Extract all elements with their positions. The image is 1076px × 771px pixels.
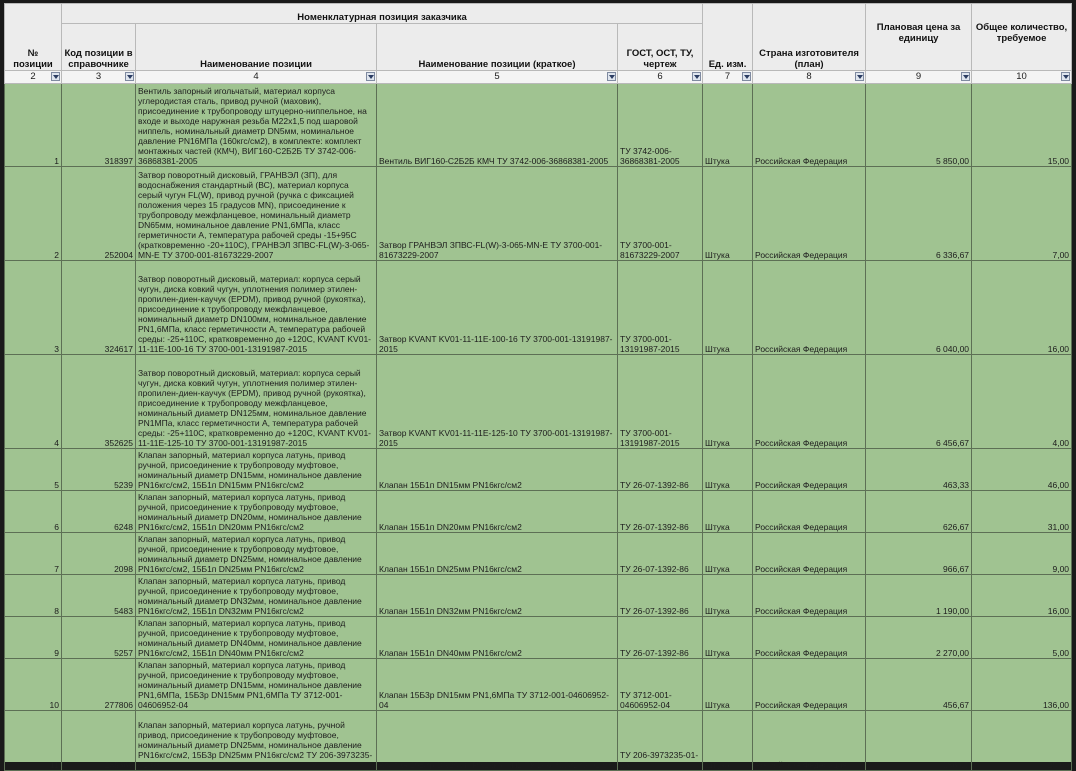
cell-code[interactable]: 277806 (62, 659, 136, 711)
cell-price[interactable]: 6 456,67 (866, 355, 972, 449)
cell-country[interactable]: Российская Федерация (753, 575, 866, 617)
cell-short-name[interactable]: Затвор KVANT KV01-11-11E-100-16 ТУ 3700-001-13191987-2015 (377, 261, 618, 355)
cell-name[interactable]: Вентиль запорный игольчатый, материал корпуса углеродистая сталь, привод ручной (маховик), присоединение к трубопроводу штуцерно-ниппельное, на входе и выходе наружная резьба M22x1,5 под шаровой ниппель, номинальный диаметр DN5мм, номинальное давление PN16МПа (160кгс/см2), в комплекте: комплект монтажных частей (КМЧ), ВИГ160-С2Б2Б ТУ 3742-006-36868381-2005 (136, 84, 377, 167)
cell-position-no[interactable]: 9 (5, 617, 62, 659)
cell-quantity[interactable]: 4,00 (972, 355, 1072, 449)
cell-name[interactable]: Клапан запорный, материал корпуса латунь, привод ручной, присоединение к трубопроводу муфтовое, номинальный диаметр DN20мм, номинальное давление PN16кгс/см2, 15Б1п DN20мм PN16кгс/см2 (136, 491, 377, 533)
filter-dropdown-icon[interactable] (692, 72, 701, 81)
table-row (5, 491, 1072, 533)
col-header-unit[interactable]: Ед. изм. (703, 4, 753, 71)
table-row (5, 659, 1072, 711)
cell-short-name[interactable]: Клапан 15Б1п DN25мм PN16кгс/см2 (377, 533, 618, 575)
cell-quantity[interactable]: 25,00 (972, 711, 1072, 771)
filter-dropdown-icon[interactable] (125, 72, 134, 81)
cell-name[interactable]: Клапан запорный, материал корпуса латунь, привод ручной, присоединение к трубопроводу муфтовое, номинальный диаметр DN40мм, номинальное давление PN16кгс/см2, 15Б1п DN40мм PN16кгс/см2 (136, 617, 377, 659)
cell-short-name[interactable]: Клапан 15Б1п DN32мм PN16кгс/см2 (377, 575, 618, 617)
col-number: 4 (136, 71, 377, 84)
cell-unit[interactable]: Штука (703, 84, 753, 167)
cell-position-no[interactable]: 4 (5, 355, 62, 449)
table-row (5, 167, 1072, 261)
col-header-code[interactable]: Код позиции в справочнике (62, 24, 136, 71)
cell-position-no[interactable]: 8 (5, 575, 62, 617)
col-header-short-name[interactable]: Наименование позиции (краткое) (377, 24, 618, 71)
cell-gost[interactable]: ТУ 206-3973235-01-93 (618, 711, 703, 771)
col-header-position-no[interactable]: № позиции (5, 4, 62, 71)
cell-quantity[interactable]: 16,00 (972, 261, 1072, 355)
col-number: 6 (618, 71, 703, 84)
cell-price[interactable]: 5 850,00 (866, 84, 972, 167)
cell-unit[interactable]: Штука (703, 711, 753, 771)
cell-position-no[interactable]: 10 (5, 659, 62, 711)
cell-unit[interactable]: Штука (703, 617, 753, 659)
cell-position-no[interactable]: 5 (5, 449, 62, 491)
filter-dropdown-icon[interactable] (855, 72, 864, 81)
cell-country[interactable]: Российская Федерация (753, 711, 866, 771)
col-header-total-quantity[interactable]: Общее количество, требуемое (972, 4, 1072, 71)
cell-short-name[interactable]: Затвор KVANT KV01-11-11E-125-10 ТУ 3700-001-13191987-2015 (377, 355, 618, 449)
cell-short-name[interactable]: Клапан 15Б3р DN25мм PN16кгс/см2 ТУ 206-3973235-01-93 (377, 711, 618, 771)
cell-price[interactable]: 986,67 (866, 711, 972, 771)
group-header-customer-nomenclature: Номенклатурная позиция заказчика (62, 4, 703, 24)
cell-short-name[interactable]: Затвор ГРАНВЭЛ ЗПВС-FL(W)-3-065-MN-E ТУ 3700-001-81673229-2007 (377, 167, 618, 261)
cell-unit[interactable]: Штука (703, 659, 753, 711)
cell-code[interactable]: 2098 (62, 533, 136, 575)
cell-position-no[interactable]: 1 (5, 84, 62, 167)
cell-gost[interactable]: ТУ 26-07-1392-86 (618, 449, 703, 491)
col-header-name[interactable]: Наименование позиции (136, 24, 377, 71)
cell-name[interactable]: Затвор поворотный дисковый, материал: корпуса серый чугун, диска ковкий чугун, уплотнения полимер этилен-пропилен-диен-каучук (EPDM), привод ручной (рукоятка), присоединение к трубопроводу межфланцевое, номинальный диаметр DN100мм, номинальное давление PN1,6МПа, класс герметичности А, температура рабочей среды: -25+110С, кратковременно до +120С, KVANT KV01-11-11E-100-16 ТУ 3700-001-13191987-2015 (136, 261, 377, 355)
table-row (5, 355, 1072, 449)
spreadsheet (4, 3, 1071, 770)
cell-position-no[interactable]: 6 (5, 491, 62, 533)
cell-price[interactable]: 463,33 (866, 449, 972, 491)
cell-price[interactable]: 6 040,00 (866, 261, 972, 355)
cell-gost[interactable]: ТУ 3700-001-13191987-2015 (618, 355, 703, 449)
cell-code[interactable]: 352625 (62, 355, 136, 449)
table-row (5, 711, 1072, 771)
cell-country[interactable]: Российская Федерация (753, 533, 866, 575)
cell-country[interactable]: Российская Федерация (753, 491, 866, 533)
cell-code[interactable]: 324617 (62, 261, 136, 355)
cell-code[interactable]: 318397 (62, 84, 136, 167)
cell-gost[interactable]: ТУ 3742-006-36868381-2005 (618, 84, 703, 167)
cell-price[interactable]: 626,67 (866, 491, 972, 533)
col-header-planned-price[interactable]: Плановая цена за единицу (866, 4, 972, 71)
cell-gost[interactable]: ТУ 26-07-1392-86 (618, 617, 703, 659)
cell-code[interactable]: 6248 (62, 491, 136, 533)
col-number: 9 (866, 71, 972, 84)
cell-code[interactable]: 5483 (62, 575, 136, 617)
col-number: 5 (377, 71, 618, 84)
cell-unit[interactable]: Штука (703, 533, 753, 575)
cell-code[interactable]: 5239 (62, 449, 136, 491)
cell-name[interactable]: Клапан запорный, материал корпуса латунь, ручной привод, присоединение к трубопроводу муфтовое, номинальный диаметр DN25мм, номинальное давление PN16кгс/см2, 15Б3р DN25мм PN16кгс/см2 ТУ 206-3973235-01-93 (136, 711, 377, 771)
cell-position-no[interactable]: 2 (5, 167, 62, 261)
cell-country[interactable]: Российская Федерация (753, 261, 866, 355)
cell-name[interactable]: Клапан запорный, материал корпуса латунь, привод ручной, присоединение к трубопроводу муфтовое, номинальный диаметр DN15мм, номинальное давление PN16кгс/см2, 15Б1п DN15мм PN16кгс/см2 (136, 449, 377, 491)
table-row (5, 261, 1072, 355)
cell-country[interactable]: Российская Федерация (753, 617, 866, 659)
cell-quantity[interactable]: 46,00 (972, 449, 1072, 491)
col-number: 3 (62, 71, 136, 84)
cell-position-no[interactable]: 3 (5, 261, 62, 355)
cell-unit[interactable]: Штука (703, 261, 753, 355)
table-row (5, 449, 1072, 491)
cell-code[interactable]: 5257 (62, 617, 136, 659)
table-row (5, 575, 1072, 617)
cell-code[interactable]: 285369 (62, 711, 136, 771)
cell-quantity[interactable]: 7,00 (972, 167, 1072, 261)
cell-price[interactable]: 966,67 (866, 533, 972, 575)
cell-gost[interactable]: ТУ 26-07-1392-86 (618, 533, 703, 575)
cell-quantity[interactable]: 5,00 (972, 617, 1072, 659)
cell-country[interactable]: Российская Федерация (753, 355, 866, 449)
cell-quantity[interactable]: 16,00 (972, 575, 1072, 617)
cell-gost[interactable]: ТУ 3700-001-81673229-2007 (618, 167, 703, 261)
cell-quantity[interactable]: 31,00 (972, 491, 1072, 533)
col-number: 10 (972, 71, 1072, 84)
cell-short-name[interactable]: Клапан 15Б1п DN15мм PN16кгс/см2 (377, 449, 618, 491)
cell-name[interactable]: Клапан запорный, материал корпуса латунь, привод ручной, присоединение к трубопроводу муфтовое, номинальный диаметр DN25мм, номинальное давление PN16кгс/см2, 15Б1п DN25мм PN16кгс/см2 (136, 533, 377, 575)
cell-unit[interactable]: Штука (703, 355, 753, 449)
filter-dropdown-icon[interactable] (366, 72, 375, 81)
cell-gost[interactable]: ТУ 3712-001-04606952-04 (618, 659, 703, 711)
cell-quantity[interactable]: 9,00 (972, 533, 1072, 575)
col-number: 8 (753, 71, 866, 84)
cell-name[interactable]: Клапан запорный, материал корпуса латунь, привод ручной, присоединение к трубопроводу муфтовое, номинальный диаметр DN32мм, номинальное давление PN16кгс/см2, 15Б1п DN32мм PN16кгс/см2 (136, 575, 377, 617)
cell-price[interactable]: 1 190,00 (866, 575, 972, 617)
filter-dropdown-icon[interactable] (1061, 72, 1070, 81)
filter-dropdown-icon[interactable] (607, 72, 616, 81)
cell-price[interactable]: 6 336,67 (866, 167, 972, 261)
cell-name[interactable]: Затвор поворотный дисковый, ГРАНВЭЛ (ЗП), для водоснабжения стандартный (ВС), материал корпуса серый чугун FL(W), привод ручной (ручка с фиксацией положения через 15 градусов MN), присоединение к трубопроводу межфланцевое, номинальный диаметр DN65мм, номинальное давление PN1,6МПа, класс герметичности А, температура рабочей среды -15+95С (кратковременно -20+110С), ГРАНВЭЛ ЗПВС-FL(W)-3-065-MN-E ТУ 3700-001-81673229-2007 (136, 167, 377, 261)
cell-unit[interactable]: Штука (703, 491, 753, 533)
cell-position-no[interactable]: 11 (5, 711, 62, 771)
cell-position-no[interactable]: 7 (5, 533, 62, 575)
filter-dropdown-icon[interactable] (961, 72, 970, 81)
cell-price[interactable]: 2 270,00 (866, 617, 972, 659)
nomenclature-table (4, 3, 1072, 771)
cell-gost[interactable]: ТУ 3700-001-13191987-2015 (618, 261, 703, 355)
cell-name[interactable]: Затвор поворотный дисковый, материал: корпуса серый чугун, диска ковкий чугун, уплотнения полимер этилен-пропилен-диен-каучук (EPDM), привод ручной (рукоятка), присоединение к трубопроводу межфланцевое, номинальный диаметр DN125мм, номинальное давление PN1МПа, класс герметичности А, температура рабочей среды: -25+110С, кратковременно до +120С, KVANT KV01-11-11E-125-10 ТУ 3700-001-13191987-2015 (136, 355, 377, 449)
col-header-gost[interactable]: ГОСТ, ОСТ, ТУ, чертеж (618, 24, 703, 71)
cell-country[interactable]: Российская Федерация (753, 659, 866, 711)
col-number: 7 (703, 71, 753, 84)
col-number: 2 (5, 71, 62, 84)
filter-dropdown-icon[interactable] (51, 72, 60, 81)
cell-quantity[interactable]: 136,00 (972, 659, 1072, 711)
cell-gost[interactable]: ТУ 26-07-1392-86 (618, 575, 703, 617)
cell-country[interactable]: Российская Федерация (753, 449, 866, 491)
cell-code[interactable]: 252004 (62, 167, 136, 261)
cell-unit[interactable]: Штука (703, 575, 753, 617)
cell-short-name[interactable]: Клапан 15Б1п DN40мм PN16кгс/см2 (377, 617, 618, 659)
cell-short-name[interactable]: Вентиль ВИГ160-С2Б2Б КМЧ ТУ 3742-006-36868381-2005 (377, 84, 618, 167)
table-row (5, 533, 1072, 575)
cell-gost[interactable]: ТУ 26-07-1392-86 (618, 491, 703, 533)
cell-short-name[interactable]: Клапан 15Б1п DN20мм PN16кгс/см2 (377, 491, 618, 533)
table-row (5, 84, 1072, 167)
cell-unit[interactable]: Штука (703, 449, 753, 491)
cell-quantity[interactable]: 15,00 (972, 84, 1072, 167)
cell-name[interactable]: Клапан запорный, материал корпуса латунь, привод ручной, присоединение к трубопроводу муфтовое, номинальный диаметр DN15мм, номинальное давление PN1,6МПа, 15Б3р DN15мм PN1,6МПа ТУ 3712-001-04606952-04 (136, 659, 377, 711)
cell-price[interactable]: 456,67 (866, 659, 972, 711)
filter-dropdown-icon[interactable] (742, 72, 751, 81)
cell-unit[interactable]: Штука (703, 167, 753, 261)
cell-short-name[interactable]: Клапан 15Б3р DN15мм PN1,6МПа ТУ 3712-001-04606952-04 (377, 659, 618, 711)
col-header-country[interactable]: Страна изготовителя (план) (753, 4, 866, 71)
table-row (5, 617, 1072, 659)
cell-country[interactable]: Российская Федерация (753, 84, 866, 167)
cell-country[interactable]: Российская Федерация (753, 167, 866, 261)
